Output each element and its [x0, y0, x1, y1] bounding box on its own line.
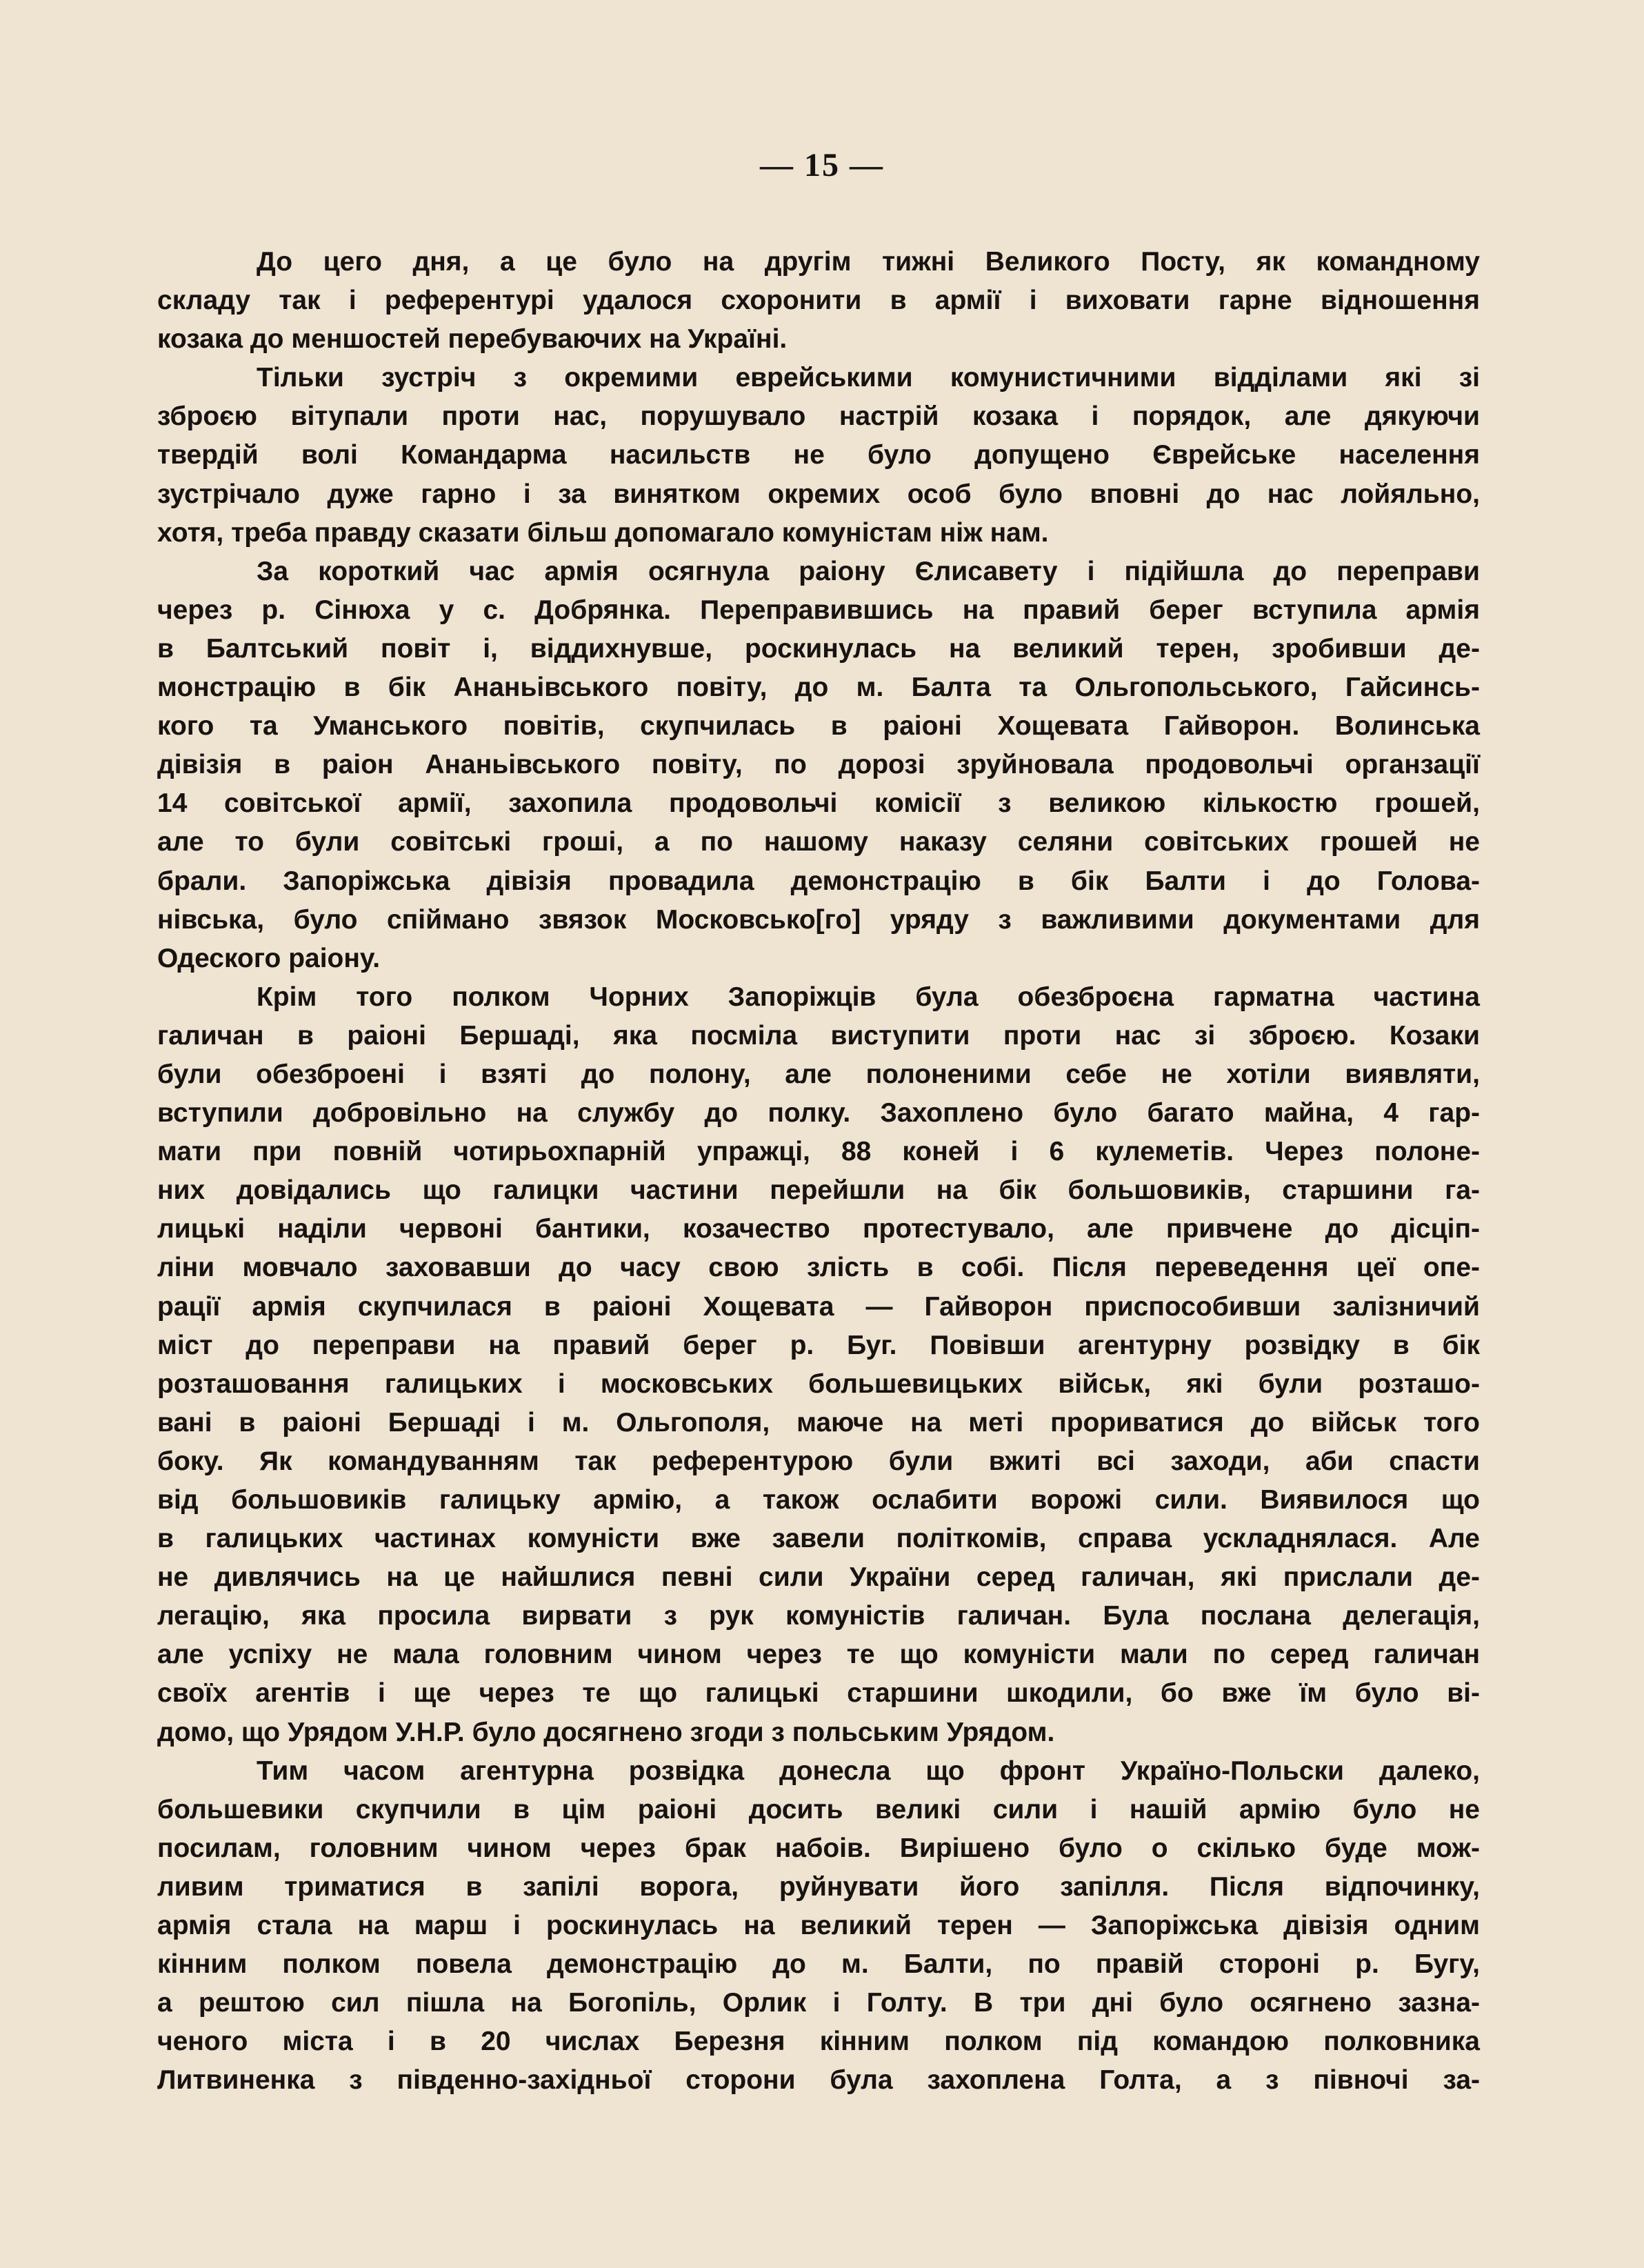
text-line: нівська, було спіймано звязок Московсько[го] уряду з важливими документами для	[157, 904, 1480, 935]
text-line: большевики скупчили в цім раіоні досить великі сили і нашій армію було не	[157, 1794, 1480, 1824]
text-line: До цего дня, а це було на другім тижні Великого Посту, як командному	[257, 247, 1480, 277]
paragraph	[157, 978, 1480, 1752]
text-line: через р. Сінюха у с. Добрянка. Переправившись на правий берег вступила армія	[157, 595, 1480, 625]
text-line: вані в раіоні Бершаді і м. Ольгополя, маюче на меті прориватися до військ того	[157, 1407, 1480, 1438]
text-line: в галицьких частинах комуністи вже завели політкомів, справа ускладнялася. Але	[157, 1524, 1480, 1554]
text-line: домо, що Урядом У.Н.Р. було досягнено згоди з польським Урядом.	[157, 1717, 1055, 1747]
text-line: вступили добровільно на службу до полку. Захоплено було багато майна, 4 гар-	[157, 1098, 1480, 1128]
page-number: — 15 —	[760, 147, 884, 183]
text-line: в Балтський повіт і, віддихнувше, роскинулась на великий терен, зробивши де-	[157, 633, 1480, 664]
text-line: були обезброені і взяті до полону, але полоненими себе не хотіли виявляти,	[157, 1059, 1480, 1089]
text-line: а рештою сил пішла на Богопіль, Орлик і Голту. В три дні було осягнено зазна-	[157, 1988, 1480, 2018]
text-line: армія стала на марш і роскинулась на великий терен — Запоріжська дівізія одним	[157, 1911, 1480, 1941]
text-line: Одеского раіону.	[157, 943, 381, 973]
text-line: ліни мовчало заховавши до часу свою злість в собі. Після переведення цеї опе-	[157, 1253, 1480, 1283]
paragraph	[157, 243, 1480, 359]
text-line: легацію, яка просила вирвати з рук комуністів галичан. Була послана делегація,	[157, 1601, 1480, 1631]
text-line: козака до меншостей перебуваючих на Україні.	[157, 324, 788, 355]
text-line: Тільки зустріч з окремими еврейськими комунистичними відділами які зі	[257, 363, 1480, 393]
text-line: Крім того полком Чорних Запоріжців була обезброєна гарматна частина	[257, 982, 1480, 1012]
text-line: Тим часом агентурна розвідка донесла що фронт Україно-Польски далеко,	[257, 1755, 1480, 1786]
text-line: зброєю вітупали проти нас, порушувало настрій козака і порядок, але дякуючи	[157, 401, 1480, 432]
text-line: 14 совітської армії, захопила продовольчі комісії з великою кількостю грошей,	[157, 788, 1480, 819]
text-line: міст до переправи на правий берег р. Буг. Повівши агентурну розвідку в бік	[157, 1330, 1480, 1360]
text-line: ливим триматися в запілі ворога, руйнувати його запілля. Після відпочинку,	[157, 1871, 1480, 1902]
text-line: них довідались що галицки частини перейшли на бік большовиків, старшини га-	[157, 1175, 1480, 1206]
text-line: від большовиків галицьку армію, а також ослабити ворожі сили. Виявилося що	[157, 1485, 1480, 1515]
paragraph	[157, 359, 1480, 552]
text-line: брали. Запоріжська дівізія провадила демонстрацію в бік Балти і до Голова-	[157, 866, 1480, 896]
text-line: ченого міста і в 20 числах Березня кінним полком під командою полковника	[157, 2027, 1480, 2057]
text-line: посилам, головним чином через брак набоів. Вирішено було о скілько буде мож-	[157, 1833, 1480, 1863]
text-line: Литвиненка з південно-західньої сторони була захоплена Голта, а з півночі за-	[157, 2065, 1480, 2096]
text-line: галичан в раіоні Бершаді, яка посміла виступити проти нас зі зброєю. Козаки	[157, 1020, 1480, 1051]
text-line: дівізія в раіон Ананьівського повіту, по дорозі зруйновала продовольчі органзації	[157, 750, 1480, 780]
text-line: розташовання галицьких і московських большевицьких військ, які були розташо-	[157, 1369, 1480, 1399]
text-line: складу так і референтурі удалося схоронити в армії і виховати гарне відношення	[157, 286, 1480, 316]
text-line: зустрічало дуже гарно і за винятком окремих особ було вповні до нас лойяльно,	[157, 479, 1480, 509]
text-line: не дивлячись на це найшлися певні сили України серед галичан, які прислали де-	[157, 1562, 1480, 1593]
text-line: лицькі наділи червоні бантики, козачество протестувало, але привчене до дісціп-	[157, 1214, 1480, 1244]
text-line: хотя, треба правду сказати більш допомагало комуністам ніж нам.	[157, 517, 1049, 548]
text-line: але то були совітські гроші, а по нашому наказу селяни совітських грошей не	[157, 827, 1480, 857]
text-line: За короткий час армія осягнула раіону Єлисавету і підійшла до переправи	[257, 556, 1480, 586]
document-body	[157, 243, 1480, 2100]
text-line: але успіху не мала головним чином через те що комуністи мали по серед галичан	[157, 1640, 1480, 1670]
text-line: монстрацію в бік Ананьівського повіту, до м. Балта та Ольгопольського, Гайсинсь-	[157, 673, 1480, 703]
text-line: мати при повній чотирьохпарній упражці, 88 коней і 6 кулеметів. Через полоне-	[157, 1137, 1480, 1167]
text-line: твердій волі Командарма насильств не було допущено Єврейське населення	[157, 440, 1480, 470]
paragraph	[157, 553, 1480, 978]
text-line: кого та Уманського повітів, скупчилась в раіоні Хощевата Гайворон. Волинська	[157, 711, 1480, 742]
text-line: своїх агентів і ще через те що галицькі старшини шкодили, бо вже їм було ві-	[157, 1678, 1480, 1709]
text-line: рації армія скупчилася в раіоні Хощевата — Гайворон приспособивши залізничий	[157, 1291, 1480, 1322]
text-line: кінним полком повела демонстрацію до м. Балти, по правій стороні р. Бугу,	[157, 1949, 1480, 1980]
paragraph	[157, 1752, 1480, 2100]
text-line: боку. Як командуванням так референтурою були вжиті всі заходи, аби спасти	[157, 1446, 1480, 1476]
